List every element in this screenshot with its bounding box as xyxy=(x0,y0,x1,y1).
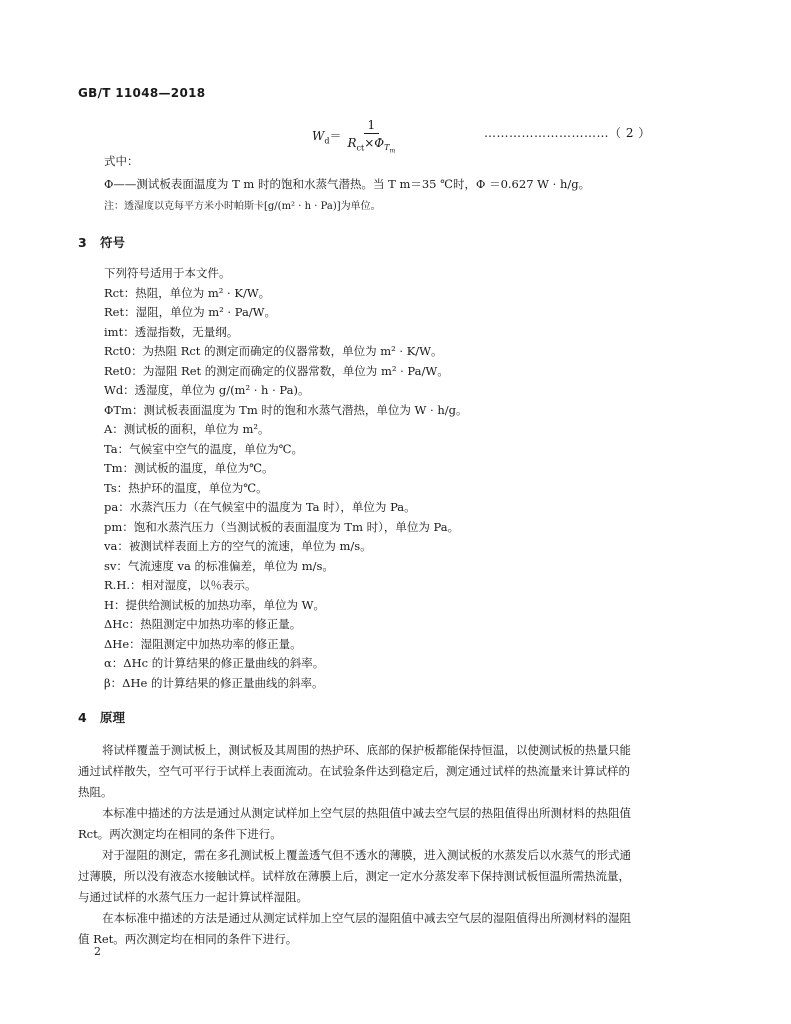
list-item: ΔHc：热阻测定中加热功率的修正量。 xyxy=(104,617,302,631)
formula-numerator: 1 xyxy=(364,118,380,134)
list-item: α：ΔHc 的计算结果的修正量曲线的斜率。 xyxy=(104,656,325,670)
formula-lhs: $W_d=$ xyxy=(312,129,342,146)
list-item: ΔHe：湿阻测定中加热功率的修正量。 xyxy=(104,636,302,651)
formula-denominator: $R_{ct}\times\Phi_{T_m}$ xyxy=(347,136,396,155)
list-item: imt：透湿指数，无量纲。 xyxy=(104,324,239,339)
list-item: Rct：热阻，单位为 m² · K/W。 xyxy=(104,285,271,300)
principle-paragraph-3: 对于湿阻的测定，需在多孔测试板上覆盖透气但不透水的薄膜，进入测试板的水蒸发后以水蒸气的形式通过薄膜，所以没有液态水接触试样。试样放在薄膜上后，测定一定水分蒸发率下保持测试板恒温所需热流量，与通过试样的水蒸气压力一起计算试样湿阻。 xyxy=(78,848,631,904)
principle-paragraph-4: 在本标准中描述的方法是通过从测定试样加上空气层的湿阻值中减去空气层的湿阻值得出所测材料的湿阻值 Ret。两次测定均在相同的条件下进行。 xyxy=(78,911,631,946)
list-item: pm：饱和水蒸汽压力（当测试板的表面温度为 Tm 时），单位为 Pa。 xyxy=(104,519,460,534)
formula-2 xyxy=(312,118,395,155)
phi-definition: Φ——测试板表面温度为 T m 时的饱和水蒸气潜热。当 T m＝35 ℃时，Φ ＝0.627 W · h/g。 xyxy=(104,177,591,191)
list-item: Rct0：为热阻 Rct 的测定而确定的仪器常数，单位为 m² · K/W。 xyxy=(104,344,443,358)
list-item: Tm：测试板的温度，单位为℃。 xyxy=(104,461,274,475)
symbol-intro: 下列符号适用于本文件。 xyxy=(104,266,231,280)
list-item: β：ΔHe 的计算结果的修正量曲线的斜率。 xyxy=(104,675,324,690)
formula-fraction xyxy=(347,118,395,155)
list-item: va：被测试样表面上方的空气的流速，单位为 m/s。 xyxy=(104,539,372,553)
principle-paragraph-1: 将试样覆盖于测试板上，测试板及其周围的热护环、底部的保护板都能保持恒温，以使测试板的热量只能通过试样散失，空气可平行于试样上表面流动。在试验条件达到稳定后，测定通过试样的热流量来计算试样的热阻。 xyxy=(78,743,631,799)
note: 注：透湿度以克每平方米小时帕斯卡[g/(m² · h · Pa)]为单位。 xyxy=(104,201,381,212)
section-3-heading: 3 符号 xyxy=(78,235,126,250)
formula-number: …………………………（ 2 ） xyxy=(484,126,651,140)
list-item: Ta：气候室中空气的温度，单位为℃。 xyxy=(104,441,303,456)
list-item: sv：气流速度 va 的标准偏差，单位为 m/s。 xyxy=(104,558,334,573)
list-item: Ret0：为湿阻 Ret 的测定而确定的仪器常数，单位为 m² · Pa/W。 xyxy=(104,363,449,378)
list-item: Ret：湿阻，单位为 m² · Pa/W。 xyxy=(104,305,276,319)
list-item: pa：水蒸汽压力（在气候室中的温度为 Ta 时），单位为 Pa。 xyxy=(104,500,416,514)
list-item: H：提供给测试板的加热功率，单位为 W。 xyxy=(104,597,326,612)
principle-paragraph-2: 本标准中描述的方法是通过从测定试样加上空气层的热阻值中减去空气层的热阻值得出所测材料的热阻值 Rct。两次测定均在相同的条件下进行。 xyxy=(78,806,631,841)
list-item: R.H.：相对湿度，以％表示。 xyxy=(104,578,257,592)
section-4-heading: 4 原理 xyxy=(78,710,126,725)
list-item: Ts：热护环的温度，单位为℃。 xyxy=(104,480,268,495)
where-label: 式中： xyxy=(104,154,139,168)
list-item: A：测试板的面积，单位为 m²。 xyxy=(104,422,270,436)
list-item: ΦTm：测试板表面温度为 Tm 时的饱和水蒸气潜热，单位为 W · h/g。 xyxy=(104,402,468,417)
symbol-list xyxy=(104,265,467,694)
document-header: GB/T 11048—2018 xyxy=(78,86,206,100)
list-item: Wd：透湿度，单位为 g/(m² · h · Pa)。 xyxy=(104,383,310,397)
page-number: 2 xyxy=(94,945,101,958)
